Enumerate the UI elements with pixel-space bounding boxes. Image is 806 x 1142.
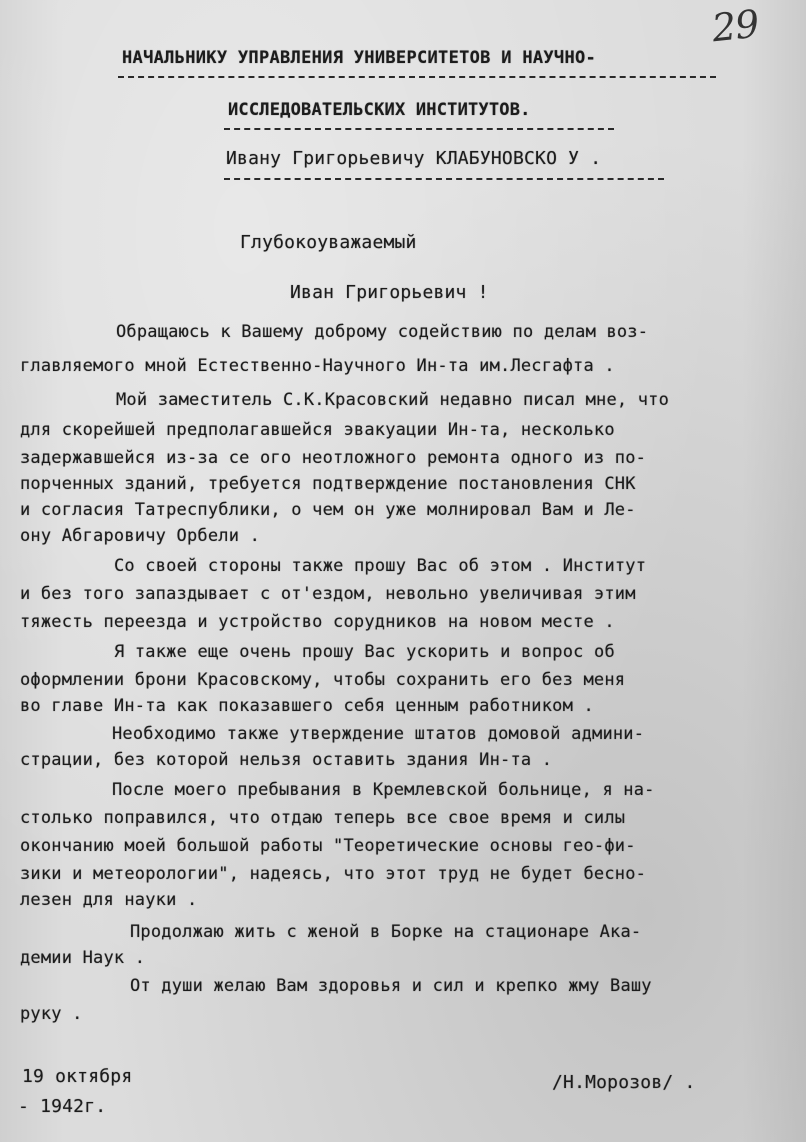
body-line: страции, без которой нельзя оставить здания Ин-та . xyxy=(20,750,553,770)
body-line: руку . xyxy=(20,1004,83,1024)
greeting-line-2: Иван Григорьевич ! xyxy=(290,282,489,303)
body-line: Обращаюсь к Вашему доброму содействию по делам воз- xyxy=(116,322,649,342)
body-line: От души желаю Вам здоровья и сил и крепко жму Вашу xyxy=(130,976,652,996)
body-line: Продолжаю жить с женой в Борке на стационаре Ака- xyxy=(130,922,642,942)
body-line: оформлении брони Красовскому, чтобы сохранить его без меня xyxy=(20,670,626,690)
body-line: окончанию моей большой работы "Теоретические основы гео-фи- xyxy=(20,836,636,856)
body-line: во главе Ин-та как показавшего себя ценным работником . xyxy=(20,696,594,716)
body-line: лезен для науки . xyxy=(20,890,198,910)
body-line: демии Наук . xyxy=(20,948,146,968)
date-line-2: - 1942г. xyxy=(18,1096,107,1117)
body-line: После моего пребывания в Кремлевской больнице, я на- xyxy=(112,780,655,800)
body-line: Я также еще очень прошу Вас ускорить и вопрос об xyxy=(114,642,615,662)
signature: /Н.Морозов/ . xyxy=(552,1072,696,1093)
body-line: задержавшейся из-за се ого неотложного ремонта одного из по- xyxy=(20,448,647,468)
body-line: порченных зданий, требуется подтверждение постановления СНК xyxy=(20,474,636,494)
body-line: ону Абгаровичу Орбели . xyxy=(20,526,261,546)
body-line: зики и метеорологии", надеясь, что этот труд не будет бесно- xyxy=(20,864,647,884)
body-line: Со своей стороны также прошу Вас об этом . Институт xyxy=(114,556,647,576)
body-line: и согласия Татреспублики, о чем он уже молнировал Вам и Ле- xyxy=(20,500,636,520)
header-line-1: НАЧАЛЬНИКУ УПРАВЛЕНИЯ УНИВЕРСИТЕТОВ И НАУЧНО- xyxy=(122,48,597,68)
body-line: столько поправился, что отдаю теперь все свое время и силы xyxy=(20,808,626,828)
body-line: Необходимо также утверждение штатов домовой админи- xyxy=(112,724,645,744)
folio-number: 29 xyxy=(709,1,761,51)
date-line-1: 19 октября xyxy=(22,1066,133,1087)
header-line-3: Ивану Григорьевичу КЛАБУНОВСКО У . xyxy=(226,148,602,169)
header-underline-3 xyxy=(224,178,664,180)
body-line: главляемого мной Естественно-Научного Ин-та им.Лесгафта . xyxy=(20,356,615,376)
header-underline-2 xyxy=(224,128,614,130)
body-line: для скорейшей предполагавшейся эвакуации Ин-та, несколько xyxy=(20,420,615,440)
body-line: и без того запаздывает с от'ездом, невольно увеличивая этим xyxy=(20,584,636,604)
body-line: тяжесть переезда и устройство сорудников на новом месте . xyxy=(20,612,615,632)
body-line: Мой заместитель С.К.Красовский недавно писал мне, что xyxy=(116,390,670,410)
header-line-2: ИССЛЕДОВАТЕЛЬСКИХ ИНСТИТУТОВ. xyxy=(228,100,531,120)
greeting-line-1: Глубокоуважаемый xyxy=(240,232,417,253)
header-underline-1 xyxy=(118,76,716,78)
